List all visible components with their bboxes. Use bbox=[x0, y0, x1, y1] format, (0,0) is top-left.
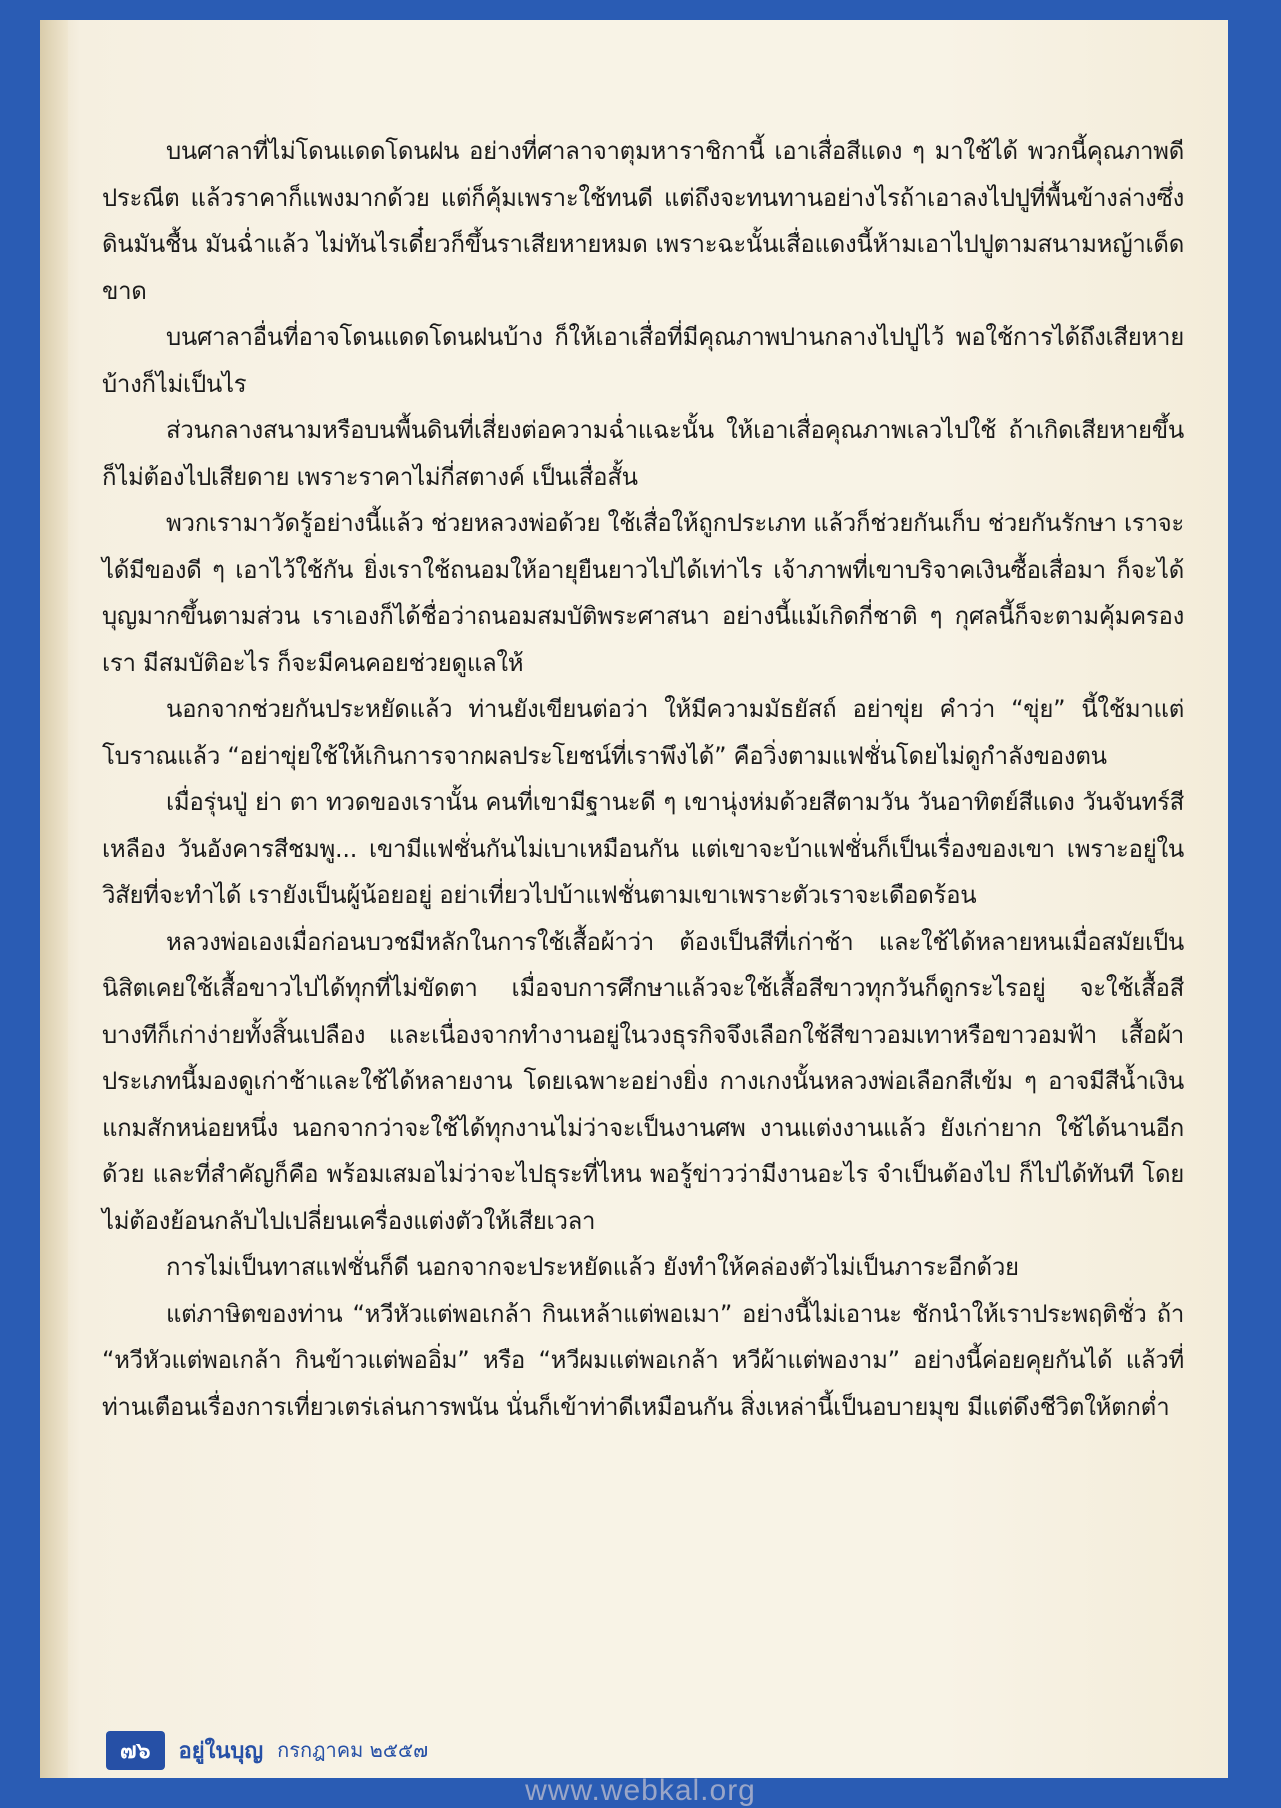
paragraph-7: หลวงพ่อเองเมื่อก่อนบวชมีหลักในการใช้เสื้อผ้าว่า ต้องเป็นสีที่เก่าช้า และใช้ได้หลายหนเมื่อสมัยเป็นนิสิตเคยใช้เสื้อขาวไปได้ทุกที่ไม่ขัดตา เมื่อจบการศึกษาแล้วจะใช้เสื้อสีขาวทุกวันก็ดูกระไรอยู่ จะใช้เสื้อสีบางทีก็เก่าง่ายทั้งสิ้นเปลือง และเนื่องจากทำงานอยู่ในวงธุรกิจจึงเลือกใช้สีขาวอมเทาหรือขาวอมฟ้า เสื้อผ้าประเภทนี้มองดูเก่าช้าและใช้ได้หลายงาน โดยเฉพาะอย่างยิ่ง กางเกงนั้นหลวงพ่อเลือกสีเข้ม ๆ อาจมีสีน้ำเงินแกมสักหน่อยหนึ่ง นอกจากว่าจะใช้ได้ทุกงานไม่ว่าจะเป็นงานศพ งานแต่งงานแล้ว ยังเก่ายาก ใช้ได้นานอีกด้วย และที่สำคัญก็คือ พร้อมเสมอไม่ว่าจะไปธุระที่ไหน พอรู้ข่าวว่ามีงานอะไร จำเป็นต้องไป ก็ไปได้ทันที โดยไม่ต้องย้อนกลับไปเปลี่ยนเครื่องแต่งตัวให้เสียเวลา bbox=[102, 927, 1184, 1235]
paragraph-2: บนศาลาอื่นที่อาจโดนแดดโดนฝนบ้าง ก็ให้เอาเสื่อที่มีคุณภาพปานกลางไปปูไว้ พอใช้การได้ถึงเสียหายบ้างก็ไม่เป็นไร bbox=[102, 323, 1184, 398]
page-paper bbox=[40, 20, 1228, 1778]
paragraph-9: แต่ภาษิตของท่าน “หวีหัวแต่พอเกล้า กินเหล้าแต่พอเมา” อย่างนี้ไม่เอานะ ชักนำให้เราประพฤติชั่ว ถ้า “หวีหัวแต่พอเกล้า กินข้าวแต่พออิ่ม” หรือ “หวีผมแต่พอเกล้า หวีผ้าแต่พองาม” อย่างนี้ค่อยคุยกันได้ แล้วที่ท่านเตือนเรื่องการเที่ยวเตร่เล่นการพนัน นั่นก็เข้าท่าดีเหมือนกัน สิ่งเหล่านี้เป็นอบายมุข มีแต่ดึงชีวิตให้ตกต่ำ bbox=[102, 1299, 1184, 1421]
paragraph-5: นอกจากช่วยกันประหยัดแล้ว ท่านยังเขียนต่อว่า ให้มีความมัธยัสถ์ อย่าขุ่ย คำว่า “ขุ่ย” นี้ใช้มาแต่โบราณแล้ว “อย่าขุ่ยใช้ให้เกินการจากผลประโยชน์ที่เราพึงได้” คือวิ่งตามแฟชั่นโดยไม่ดูกำลังของตน bbox=[102, 695, 1184, 770]
article-body bbox=[102, 128, 1184, 1430]
page-number: ๗๖ bbox=[106, 1731, 165, 1770]
paragraph-6: เมื่อรุ่นปู่ ย่า ตา ทวดของเรานั้น คนที่เขามีฐานะดี ๆ เขานุ่งห่มด้วยสีตามวัน วันอาทิตย์สีแดง วันจันทร์สีเหลือง วันอังคารสีชมพู... เขามีแฟชั่นกันไม่เบาเหมือนกัน แต่เขาจะบ้าแฟชั่นก็เป็นเรื่องของเขา เพราะอยู่ในวิสัยที่จะทำได้ เรายังเป็นผู้น้อยอยู่ อย่าเที่ยวไปบ้าแฟชั่นตามเขาเพราะตัวเราจะเดือดร้อน bbox=[102, 788, 1184, 909]
publication-title: อยู่ในบุญ bbox=[178, 1738, 264, 1764]
paragraph-4: พวกเรามาวัดรู้อย่างนี้แล้ว ช่วยหลวงพ่อด้วย ใช้เสื่อให้ถูกประเภท แล้วก็ช่วยกันเก็บ ช่วยกันรักษา เราจะได้มีของดี ๆ เอาไว้ใช้กัน ยิ่งเราใช้ถนอมให้อายุยืนยาวไปได้เท่าไร เจ้าภาพที่เขาบริจาคเงินซื้อเสื่อมา ก็จะได้บุญมากขึ้นตามส่วน เราเองก็ได้ชื่อว่าถนอมสมบัติพระศาสนา อย่างนี้แม้เกิดกี่ชาติ ๆ กุศลนี้ก็จะตามคุ้มครองเรา มีสมบัติอะไร ก็จะมีคนคอยช่วยดูแลให้ bbox=[102, 509, 1184, 677]
paragraph-8: การไม่เป็นทาสแฟชั่นก็ดี นอกจากจะประหยัดแล้ว ยังทำให้คล่องตัวไม่เป็นภาระอีกด้วย bbox=[166, 1253, 1019, 1281]
paragraph-3: ส่วนกลางสนามหรือบนพื้นดินที่เสี่ยงต่อความฉ่ำแฉะนั้น ให้เอาเสื่อคุณภาพเลวไปใช้ ถ้าเกิดเสียหายขึ้นก็ไม่ต้องไปเสียดาย เพราะราคาไม่กี่สตางค์ เป็นเสื่อสั้น bbox=[102, 416, 1184, 491]
issue-date: กรกฎาคม ๒๕๕๗ bbox=[277, 1738, 429, 1762]
page-footer bbox=[106, 1732, 428, 1768]
site-watermark: www.webkal.org bbox=[525, 1774, 756, 1807]
paragraph-1: บนศาลาที่ไม่โดนแดดโดนฝน อย่างที่ศาลาจาตุมหาราชิกานี้ เอาเสื่อสีแดง ๆ มาใช้ได้ พวกนี้คุณภาพดี ประณีต แล้วราคาก็แพงมากด้วย แต่ก็คุ้มเพราะใช้ทนดี แต่ถึงจะทนทานอย่างไรถ้าเอาลงไปปูที่พื้นข้างล่างซึ่งดินมันชื้น มันฉ่ำแล้ว ไม่ทันไรเดี๋ยวก็ขึ้นราเสียหายหมด เพราะฉะนั้นเสื่อแดงนี้ห้ามเอาไปปูตามสนามหญ้าเด็ดขาด bbox=[102, 137, 1184, 305]
